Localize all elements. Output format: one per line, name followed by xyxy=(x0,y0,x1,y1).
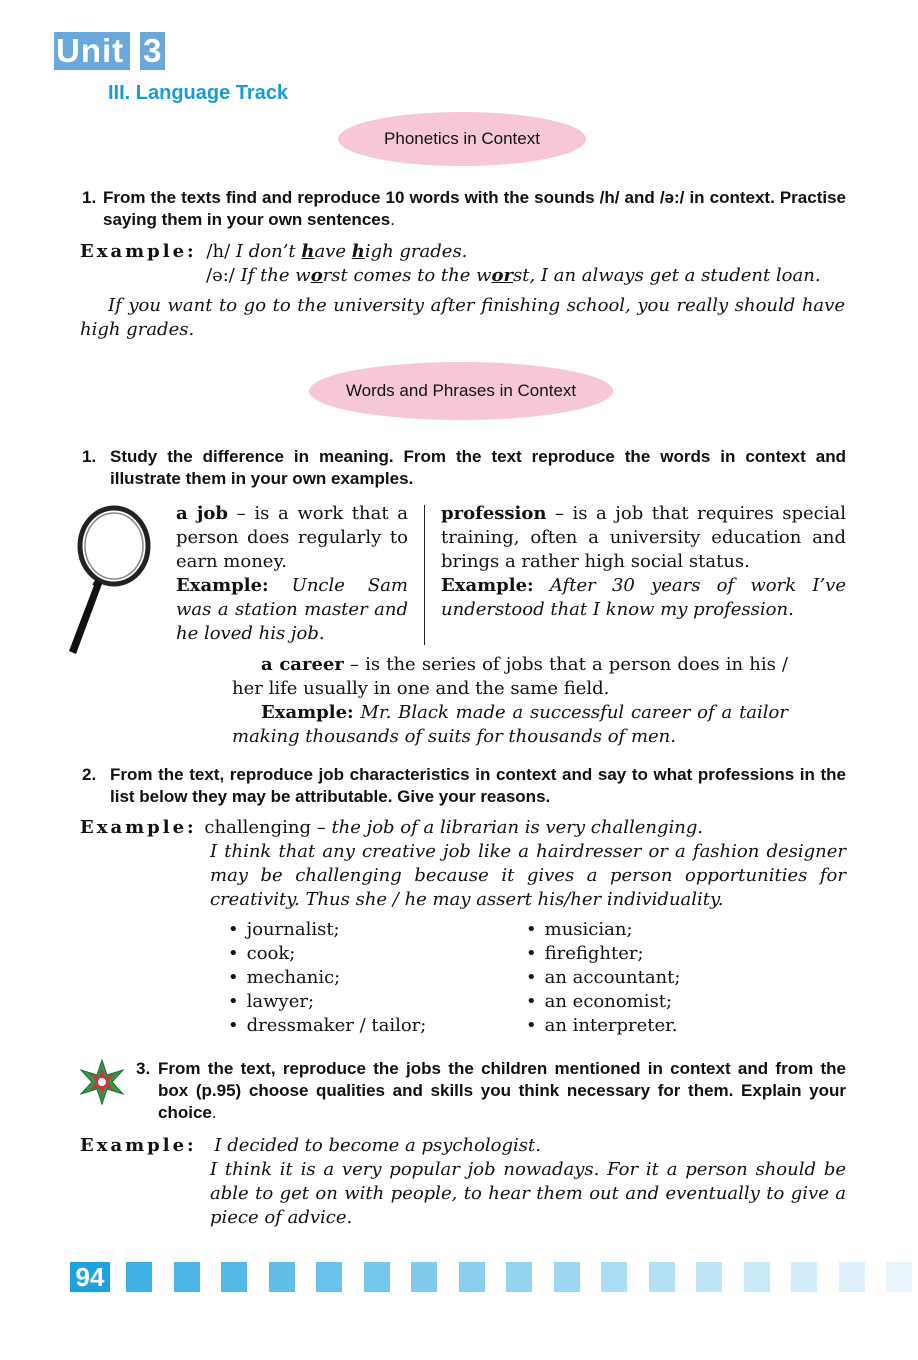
footer-square xyxy=(601,1262,627,1292)
section-title: III. Language Track xyxy=(108,82,289,104)
task-text: From the text, reproduce the jobs the children mentioned in context and from the box (p.95) choose qualities and skills you think necessary for them. Explain your choice xyxy=(158,1059,846,1122)
words-task-3: 3. From the text, reproduce the jobs the children mentioned in context and from the box (p.95) choose qualities and skills you think necessary for them. Explain your choice. xyxy=(136,1059,846,1122)
career-example: Example: Mr. Black made a successful career of a tailor making thousands of suits for thousands of men. xyxy=(232,702,788,747)
phonetics-paragraph: If you want to go to the university after finishing school, you really should have high grades. xyxy=(80,295,845,340)
footer-square xyxy=(744,1262,770,1292)
footer-square xyxy=(839,1262,865,1292)
profession-list-right xyxy=(526,918,680,1038)
footer-square xyxy=(269,1262,295,1292)
list-item: • lawyer; xyxy=(228,990,426,1014)
unit-label: Unit xyxy=(54,32,130,70)
phonetics-example-2: /ə:/ If the worst comes to the worst, I an always get a student loan. xyxy=(206,265,821,286)
words-pill-label: Words and Phrases in Context xyxy=(345,381,577,400)
footer-square xyxy=(791,1262,817,1292)
magnifying-glass-icon xyxy=(66,502,156,660)
phonetics-pill-label: Phonetics in Context xyxy=(384,129,540,148)
footer-square xyxy=(886,1262,912,1292)
phonetics-task: 1. From the texts find and reproduce 10 words with the sounds /h/ and /ə:/ in context. Practise saying them in your own sentences. xyxy=(82,188,846,229)
footer-square xyxy=(411,1262,437,1292)
footer-square xyxy=(696,1262,722,1292)
list-item: • firefighter; xyxy=(526,942,680,966)
task3-example-line: Example: I decided to become a psychologist. xyxy=(80,1135,541,1156)
task-number: 2. xyxy=(82,765,97,784)
list-item: • an interpreter. xyxy=(526,1014,680,1038)
task2-example-line: Example: challenging – the job of a librarian is very challenging. xyxy=(80,817,704,838)
list-item: • an accountant; xyxy=(526,966,680,990)
task-text: From the texts find and reproduce 10 words with the sounds /h/ and /ə:/ in context. Practise saying them in your own sentences xyxy=(103,188,846,229)
term-profession: profession xyxy=(441,503,547,524)
footer-square xyxy=(554,1262,580,1292)
star-icon xyxy=(78,1058,126,1106)
footer-square xyxy=(126,1262,152,1292)
column-divider xyxy=(424,505,425,645)
footer-square xyxy=(506,1262,532,1292)
words-task-1 xyxy=(82,446,846,490)
example-label: Example: xyxy=(80,1135,197,1156)
profession-definition: profession – is a job that requires special training, often a university education and brings a rather high social status. Example: After 30 years of work I’ve understood that I know my profession. xyxy=(441,503,846,620)
footer-square xyxy=(649,1262,675,1292)
unit-header xyxy=(54,32,165,70)
footer-square xyxy=(174,1262,200,1292)
list-item: • mechanic; xyxy=(228,966,426,990)
footer-square xyxy=(459,1262,485,1292)
profession-list-left xyxy=(228,918,426,1038)
example-label: Example: xyxy=(80,817,197,838)
list-item: • dressmaker / tailor; xyxy=(228,1014,426,1038)
job-definition: a job – is a work that a person does regularly to earn money. Example: Uncle Sam was a station master and he loved his job. xyxy=(176,503,408,644)
task3-example-paragraph: I think it is a very popular job nowadays. For it a person should be able to get on with people, to hear them out and eventually to give a piece of advice. xyxy=(210,1159,846,1228)
phonetics-pill xyxy=(338,112,586,166)
term-career: a career xyxy=(261,654,344,675)
task2-example-paragraph: I think that any creative job like a hairdresser or a fashion designer may be challenging because it gives a person opportunities for creativity. Thus she / he may assert his/her individuality. xyxy=(210,841,846,910)
task-text: From the text, reproduce job characteristics in context and say to what professions in the list below they may be attributable. Give your reasons. xyxy=(110,765,846,806)
list-item: • an economist; xyxy=(526,990,680,1014)
list-item: • journalist; xyxy=(228,918,426,942)
task-number: 1. xyxy=(82,188,97,207)
phonetics-example-1: Example: /h/ I don’t have high grades. xyxy=(80,241,468,262)
example-label: Example: xyxy=(80,241,197,262)
footer-square xyxy=(364,1262,390,1292)
task-text: Study the difference in meaning. From the text reproduce the words in context and illustrate them in your own examples. xyxy=(110,447,846,488)
footer-square xyxy=(221,1262,247,1292)
task-number: 3. xyxy=(136,1059,151,1078)
list-item: • cook; xyxy=(228,942,426,966)
task-number: 1. xyxy=(82,447,97,466)
words-pill xyxy=(309,362,613,420)
career-definition: a career – is the series of jobs that a person does in his / her life usually in one and the same field. xyxy=(232,654,789,699)
term-job: a job xyxy=(176,503,228,524)
footer-square xyxy=(316,1262,342,1292)
page-number: 94 xyxy=(70,1262,110,1292)
words-task-2 xyxy=(82,764,846,808)
list-item: • musician; xyxy=(526,918,680,942)
unit-number: 3 xyxy=(140,32,164,70)
